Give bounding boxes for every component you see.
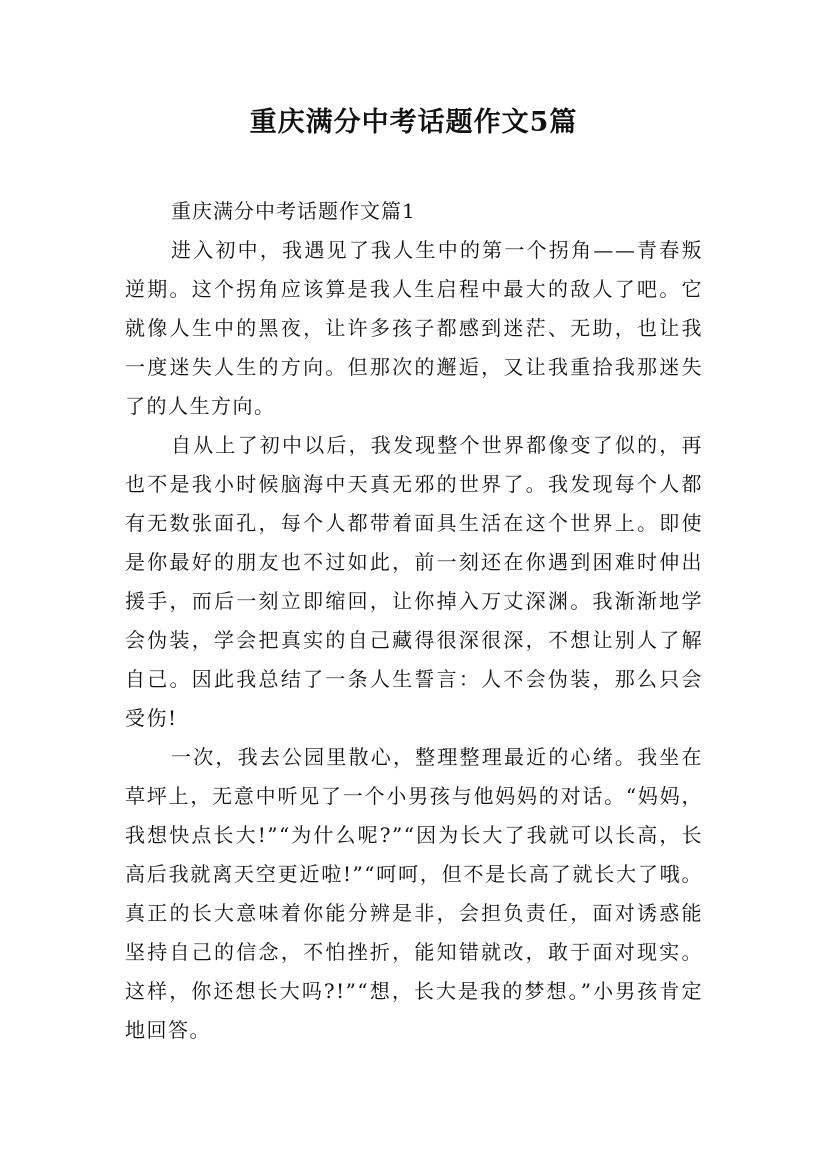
paragraph-3: 一次，我去公园里散心，整理整理最近的心绪。我坐在草坪上，无意中听见了一个小男孩与他妈妈的对话。“妈妈，我想快点长大!”“为什么呢?”“因为长大了我就可以长高，长高后我就离天空更近啦!”“呵呵，但不是长高了就长大了哦。真正的长大意味着你能分辨是非，会担负责任，面对诱惑能坚持自己的信念，不怕挫折，能知错就改，敢于面对现实。这样，你还想长大吗?!”“想，长大是我的梦想。”小男孩肯定地回答。 — [125, 745, 703, 1042]
document-title: 重庆满分中考话题作文5篇 — [249, 107, 578, 138]
paragraph-2: 自从上了初中以后，我发现整个世界都像变了似的，再也不是我小时候脑海中天真无邪的世界了。我发现每个人都有无数张面孔，每个人都带着面具生活在这个世界上。即使是你最好的朋友也不过如此，前一刻还在你遇到困难时伸出援手，而后一刻立即缩回，让你掉入万丈深渊。我渐渐地学会伪装，学会把真实的自己藏得很深很深，不想让别人了解自己。因此我总结了一条人生誓言：人不会伪装，那么只会受伤! — [125, 433, 703, 730]
paragraph-1: 进入初中，我遇见了我人生中的第一个拐角——青春叛逆期。这个拐角应该算是我人生启程中最大的敌人了吧。它就像人生中的黑夜，让许多孩子都感到迷茫、无助，也让我一度迷失人生的方向。但那次的邂逅，又让我重拾我那迷失了的人生方向。 — [125, 238, 703, 418]
document-body — [125, 192, 703, 1050]
section-heading: 重庆满分中考话题作文篇1 — [171, 199, 416, 223]
